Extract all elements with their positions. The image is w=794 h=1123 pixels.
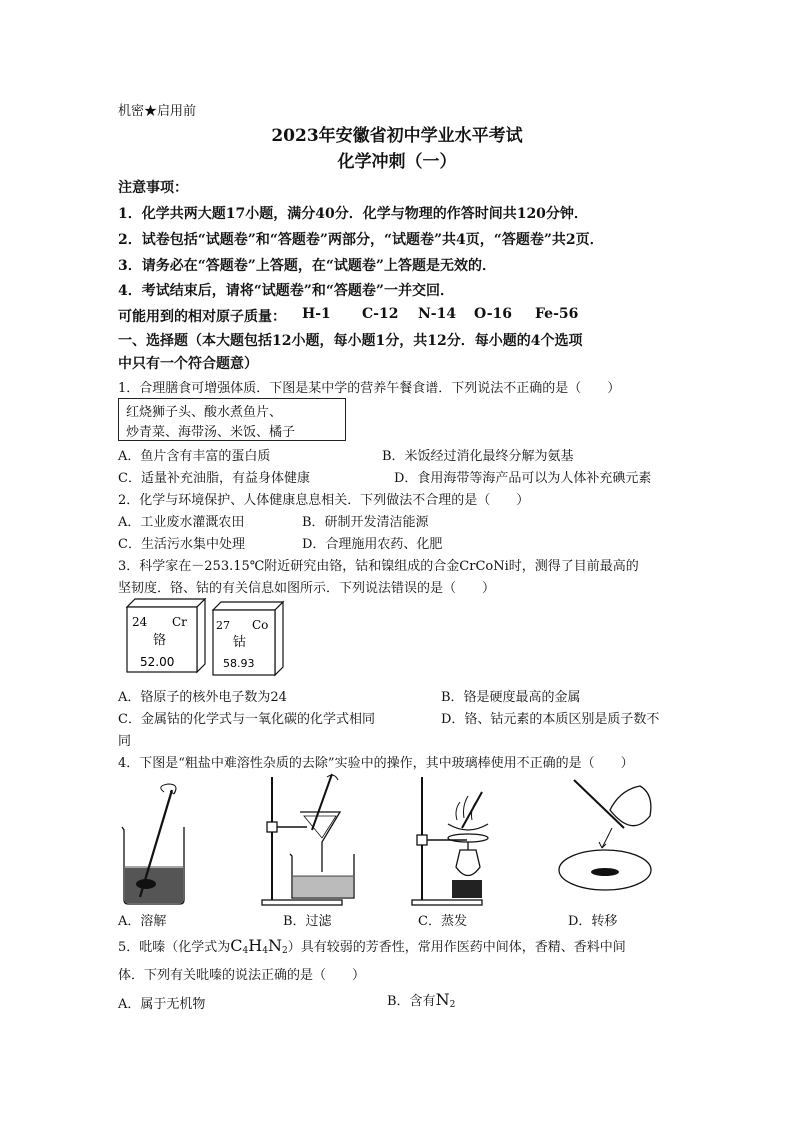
atomic-mass-c: C-12 bbox=[362, 306, 399, 322]
exam-subtitle: 化学冲刺（一） bbox=[337, 152, 457, 172]
cr-symbol: Cr bbox=[172, 615, 187, 629]
question-5-stem bbox=[118, 936, 626, 956]
formula-n-sub: 2 bbox=[281, 946, 288, 956]
cr-mass: 52.00 bbox=[140, 655, 175, 669]
formula-n: N bbox=[267, 936, 282, 955]
q4-option-c: C．蒸发 bbox=[418, 914, 467, 929]
lab-apparatus-figure bbox=[112, 772, 672, 907]
menu-line: 红烧狮子头、酸水煮鱼片、 bbox=[126, 405, 283, 420]
q2-option-c: C．生活污水集中处理 bbox=[118, 537, 245, 552]
q1-option-a: A．鱼片含有丰富的蛋白质 bbox=[118, 449, 271, 464]
q3-option-b: B．铬是硬度最高的金属 bbox=[441, 690, 581, 705]
q5-stem-post: ）具有较弱的芳香性，常用作医药中间体，香精、香料中间 bbox=[287, 940, 626, 955]
transfer-drawing bbox=[559, 780, 651, 890]
co-symbol: Co bbox=[252, 618, 269, 632]
atomic-mass-o: O-16 bbox=[474, 306, 513, 322]
element-cards-figure bbox=[118, 598, 288, 678]
question-2-stem: 2．化学与环境保护、人体健康息息相关．下列做法不合理的是（ ） bbox=[118, 493, 530, 508]
notes-heading: 注意事项： bbox=[118, 180, 188, 196]
q3-option-d: D．铬、钴元素的本质区别是质子数不 bbox=[441, 712, 660, 727]
section-heading-cont: 中只有一个符合题意） bbox=[118, 356, 258, 372]
formula-c: C bbox=[230, 936, 243, 955]
co-mass: 58.93 bbox=[223, 657, 255, 670]
cr-name: 铬 bbox=[153, 633, 167, 648]
q3-option-d-cont: 同 bbox=[118, 734, 132, 749]
note-item: 1．化学共两大题17小题，满分40分．化学与物理的作答时间共120分钟． bbox=[118, 206, 588, 222]
q3-option-c: C．金属钴的化学式与一氧化碳的化学式相同 bbox=[118, 712, 375, 727]
formula-c-sub: 4 bbox=[242, 946, 249, 956]
element-card-co bbox=[213, 602, 283, 675]
q5-stem-pre: 5．吡嗪（化学式为 bbox=[118, 940, 231, 955]
q4-option-d: D．转移 bbox=[568, 914, 618, 929]
atomic-mass-h: H-1 bbox=[302, 306, 331, 322]
q5-option-b-text: B．含有 bbox=[387, 994, 436, 1009]
q4-option-b: B．过滤 bbox=[283, 914, 332, 929]
q2-option-b: B．研制开发清洁能源 bbox=[302, 515, 429, 530]
q2-option-a: A．工业废水灌溉农田 bbox=[118, 515, 245, 530]
note-item: 4．考试结束后，请将“试题卷”和“答题卷”一并交回． bbox=[118, 283, 454, 299]
question-5-stem-cont: 体．下列有关吡嗪的说法正确的是（ ） bbox=[118, 968, 366, 983]
dissolving-beaker-drawing bbox=[122, 784, 184, 904]
co-name: 钴 bbox=[233, 635, 247, 650]
note-item: 3．请务必在“答题卷”上答题，在“试题卷”上答题是无效的． bbox=[118, 258, 496, 274]
cr-atomic-number: 24 bbox=[132, 615, 148, 629]
q5-option-b bbox=[387, 990, 455, 1010]
filtration-drawing bbox=[262, 774, 354, 905]
section-heading: 一、选择题（本大题包括12小题，每小题1分，共12分．每小题的4个选项 bbox=[118, 333, 583, 349]
menu-line: 炒青菜、海带汤、米饭、橘子 bbox=[126, 425, 296, 440]
formula-h-sub: 4 bbox=[262, 946, 268, 956]
q2-option-d: D．合理施用农药、化肥 bbox=[302, 537, 443, 552]
q5-option-b-sub: 2 bbox=[449, 1000, 456, 1010]
confidential-label: 机密★启用前 bbox=[118, 104, 197, 119]
q5-option-a: A．属于无机物 bbox=[118, 997, 206, 1012]
question-3-stem: 3．科学家在－253.15℃附近研究由铬，钴和镍组成的合金CrCoNi时，测得了目前最高的 bbox=[118, 559, 639, 574]
q1-option-b: B．米饭经过消化最终分解为氨基 bbox=[382, 449, 574, 464]
evaporation-drawing bbox=[412, 777, 488, 905]
q1-option-c: C．适量补充油脂，有益身体健康 bbox=[118, 471, 310, 486]
question-3-stem-cont: 坚韧度．铬、钴的有关信息如图所示．下列说法错误的是（ ） bbox=[118, 581, 496, 596]
formula-h: H bbox=[248, 936, 263, 955]
atomic-mass-fe: Fe-56 bbox=[535, 306, 579, 322]
q3-option-a: A．铬原子的核外电子数为24 bbox=[118, 690, 287, 705]
q4-option-a: A．溶解 bbox=[118, 914, 167, 929]
element-card-cr bbox=[127, 599, 205, 672]
q5-option-b-n: N bbox=[435, 990, 450, 1009]
question-4-stem: 4．下图是“粗盐中难溶性杂质的去除”实验中的操作，其中玻璃棒使用不正确的是（ ） bbox=[118, 756, 634, 771]
question-1-stem: 1．合理膳食可增强体质．下图是某中学的营养午餐食谱．下列说法不正确的是（ ） bbox=[118, 381, 621, 396]
atomic-mass-label: 可能用到的相对原子质量： bbox=[118, 309, 286, 325]
atomic-mass-n: N-14 bbox=[418, 306, 457, 322]
q1-option-d: D．食用海带等海产品可以为人体补充碘元素 bbox=[394, 471, 652, 486]
co-atomic-number: 27 bbox=[216, 619, 230, 632]
exam-title: 2023年安徽省初中学业水平考试 bbox=[271, 126, 523, 146]
menu-box bbox=[118, 398, 346, 441]
note-item: 2．试卷包括“试题卷”和“答题卷”两部分，“试题卷”共4页，“答题卷”共2页． bbox=[118, 232, 604, 248]
